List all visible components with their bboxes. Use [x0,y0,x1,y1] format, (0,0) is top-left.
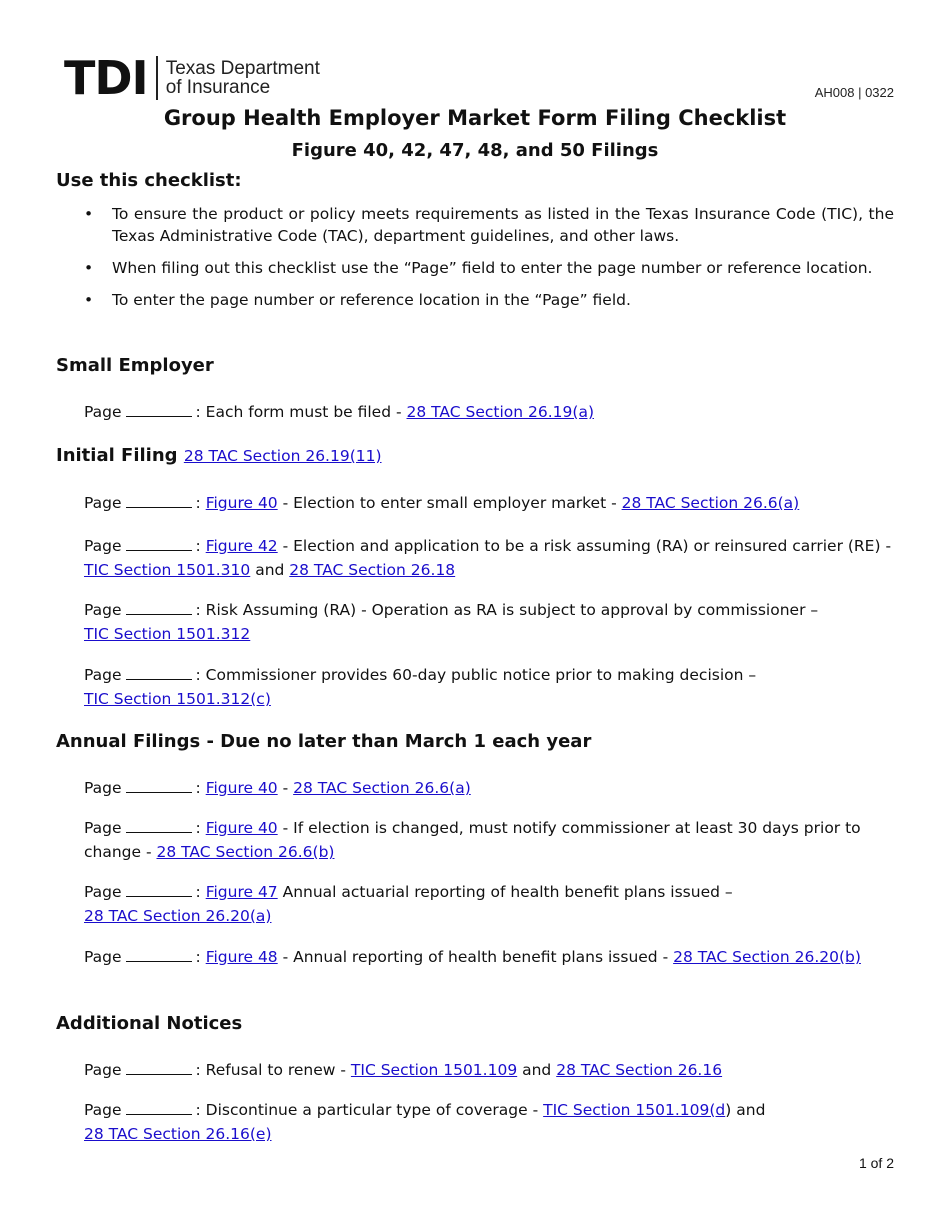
tac-link[interactable]: 28 TAC Section 26.6(b) [156,843,335,861]
checklist-item [84,663,896,711]
page-label: Page [84,819,122,837]
checklist-item: Page : Figure 40 - Election to enter small employer market - 28 TAC Section 26.6(a) [84,494,800,512]
tdi-logo [64,51,320,105]
item-text: Annual actuarial reporting of health benefit plans issued – [277,883,733,901]
list-item: • To enter the page number or reference location in the “Page” field. [84,289,894,311]
page-field[interactable] [126,600,192,615]
item-text: : Risk Assuming (RA) - Operation as RA is subject to approval by commissioner – [195,601,819,619]
page-field[interactable] [126,493,192,508]
page-field[interactable] [126,1100,192,1115]
checklist-item [84,598,896,646]
logo-mark: TDI [64,51,148,105]
page-label: Page [84,948,122,966]
page-label: Page [84,1101,122,1119]
tac-link[interactable]: 28 TAC Section 26.19(a) [406,403,594,421]
figure-link[interactable]: Figure 47 [205,883,278,901]
page-subtitle: Figure 40, 42, 47, 48, and 50 Filings [291,140,659,161]
item-text: - Election and application to be a risk assuming (RA) or reinsured carrier (RE) - [277,537,890,555]
item-text: and [517,1061,557,1079]
item-text: : Each form must be filed - [195,403,407,421]
tic-link[interactable]: TIC Section 1501.109(d [543,1101,726,1119]
page-field[interactable] [126,818,192,833]
page-label: Page [84,403,122,421]
item-text: - Annual reporting of health benefit plans issued - [277,948,674,966]
page-label: Page [84,537,122,555]
form-id: AH008 | 0322 [814,85,894,100]
tic-link[interactable]: TIC Section 1501.312 [84,625,251,643]
list-item: • To ensure the product or policy meets requirements as listed in the Texas Insurance Code (TIC), the Texas Administrative Code (TAC), department guidelines, and other laws. [84,203,894,247]
section-title: Initial Filing [56,445,178,466]
tac-link[interactable]: 28 TAC Section 26.16 [556,1061,723,1079]
item-text: - [277,779,294,797]
checklist-item [84,1098,896,1146]
figure-link[interactable]: Figure 40 [205,779,278,797]
section-heading-annual-filings: Annual Filings - Due no later than March 1 each year [56,731,592,752]
page-label: Page [84,779,122,797]
item-text: : Commissioner provides 60-day public notice prior to making decision – [195,666,757,684]
checklist-item [84,1058,896,1082]
page-label: Page [84,666,122,684]
figure-link[interactable]: Figure 42 [205,537,278,555]
item-text: - If election is changed, must notify commissioner at least 30 days prior to change - [84,819,861,861]
checklist-item: Page : Figure 42 - Election and application to be a risk assuming (RA) or reinsured carrier (RE) -TIC Section 1501.310 and 28 TAC Section 26.18 [84,537,890,579]
checklist-item: Page : Figure 47 Annual actuarial reporting of health benefit plans issued – 28 TAC Section 26.20(a) [84,883,733,925]
page-field[interactable] [126,778,192,793]
page-field[interactable] [126,536,192,551]
tac-link[interactable]: 28 TAC Section 26.19(11) [183,447,382,465]
checklist-item [84,400,896,424]
item-text: : Refusal to renew - [195,1061,351,1079]
page-field[interactable] [126,882,192,897]
logo-line-2: of Insurance [165,77,271,98]
figure-link[interactable]: Figure 40 [205,819,278,837]
item-text: ) and [725,1101,766,1119]
section-heading-small-employer: Small Employer [56,355,214,376]
checklist-item: Page : Figure 48 - Annual reporting of health benefit plans issued - 28 TAC Section 26.20(b) [84,948,861,966]
tic-link[interactable]: TIC Section 1501.109 [350,1061,518,1079]
page-label: Page [84,494,122,512]
figure-link[interactable]: Figure 40 [205,494,278,512]
page-title: Group Health Employer Market Form Filing Checklist [163,106,787,130]
use-checklist-list [84,203,894,321]
list-item: • When filing out this checklist use the “Page” field to enter the page number or reference location. [84,257,894,279]
item-text: : Discontinue a particular type of coverage - [195,1101,544,1119]
use-checklist-heading: Use this checklist: [56,170,242,191]
page-label: Page [84,883,122,901]
section-heading-initial-filing [56,445,382,466]
tac-link[interactable]: 28 TAC Section 26.18 [289,561,456,579]
tic-link[interactable]: TIC Section 1501.312(c) [84,690,271,708]
page-label: Page [84,601,122,619]
tac-link[interactable]: 28 TAC Section 26.20(b) [673,948,861,966]
page-field[interactable] [126,665,192,680]
page-field[interactable] [126,1060,192,1075]
logo-divider [156,56,158,100]
logo-text [166,59,320,97]
page-label: Page [84,1061,122,1079]
checklist-item: Page : Figure 40 - 28 TAC Section 26.6(a) [84,779,471,797]
tic-link[interactable]: TIC Section 1501.310 [84,561,251,579]
page-number: 1 of 2 [858,1155,894,1171]
page-field[interactable] [126,947,192,962]
figure-link[interactable]: Figure 48 [205,948,278,966]
tac-link[interactable]: 28 TAC Section 26.20(a) [84,907,272,925]
tac-link[interactable]: 28 TAC Section 26.6(a) [293,779,471,797]
section-heading-additional-notices: Additional Notices [56,1013,243,1034]
tac-link[interactable]: 28 TAC Section 26.16(e) [84,1125,272,1143]
tac-link[interactable]: 28 TAC Section 26.6(a) [621,494,800,512]
logo-line-1: Texas Department [165,58,320,79]
page-field[interactable] [126,402,192,417]
item-text: and [250,561,290,579]
checklist-item: Page : Figure 40 - If election is changed, must notify commissioner at least 30 days prior to change - 28 TAC Section 26.6(b) [84,819,861,861]
item-text: - Election to enter small employer market - [277,494,622,512]
